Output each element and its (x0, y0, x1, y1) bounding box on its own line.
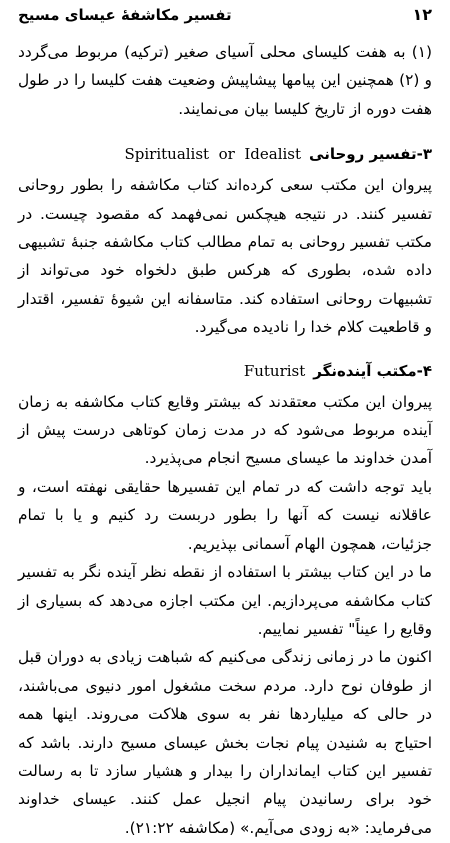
section-4-paragraph-3: ما در این کتاب بیشتر با استفاده از نقطه نظر آینده نگر به تفسیر کتاب مکاشفه می‌پردازیم. این مکتب اجازه می‌دهد که بسیاری از وقایع را عیناً" تفسیر نماییم. (18, 563, 432, 638)
section-3-paragraph: پیروان این مکتب سعی کرده‌اند کتاب مکاشفه را بطور روحانی تفسیر کنند. در نتیجه هیچکس نمی‌فهمد که مقصود چیست. در مکتب تفسیر روحانی به تمام مطالب کتاب مکاشفه جنبۀ تشبیهی داده شده، بطوری که هرکس طبق دلخواه خود می‌تواند از تشبیهات روحانی استفاده کند. متاسفانه این شیوۀ تفسیر، اقتدار و قاطعیت کلام خدا را نادیده می‌گیرد. (18, 176, 432, 337)
section-3-title-fa: ۳-تفسیر روحانی (309, 145, 432, 164)
section-4-title-fa: ۴-مکتب آینده‌نگر (313, 361, 432, 380)
intro-paragraph: (۱) به هفت کلیسای محلی آسیای صغیر (ترکیه) مربوط می‌گردد و (۲) همچنین این پیامها پیشاپیش وضعیت هفت کلیسا را در طول هفت دوره از تاریخ کلیسا بیان می‌نمایند. (18, 43, 432, 118)
section-4-paragraph-1: پیروان این مکتب معتقدند که بیشتر وقایع کتاب مکاشفه به زمان آینده مربوط می‌شود که در مدت زمان کوتاهی درست پیش از آمدن خداوند ما عیسای مسیح انجام می‌پذیرد. (18, 392, 432, 468)
running-head (18, 4, 432, 28)
section-3-title-en: Spiritualist or Idealist (124, 145, 302, 164)
section-3-heading (18, 145, 432, 171)
section-4-heading (18, 362, 432, 388)
running-title: تفسیر مکاشفۀ عیسای مسیح (18, 6, 232, 24)
section-4-paragraph-4: اکنون ما در زمانی زندگی می‌کنیم که شباهت زیادی به دوران قبل از طوفان نوح دارد. مردم سخت مشغول امور دنیوی می‌باشند، در حالی که میلیاردها نفر به سوی هلاکت می‌روند. اینها همه احتیاج به شنیدن پیام نجات بخش عیسای مسیح دارند. باشد که تفسیر این کتاب ایمانداران را بیدار و هشیار سازد تا به رسالت خود برای رسانیدن پیام انجیل عمل کنند. عیسای خداوند می‌فرماید: «به زودی می‌آیم.» (مکاشفه ۲۱:۲۲). (18, 648, 432, 837)
section-4-title-en: Futurist (243, 361, 306, 380)
page-number: ۱۲ (412, 5, 432, 24)
section-4-paragraph-2: باید توجه داشت که در تمام این تفسیرها حقایقی نهفته است، و عاقلانه نیست که آنها را بطور دربست رد کنیم و یا با تمام جزئیات، همچون الهام آسمانی بپذیریم. (18, 477, 432, 553)
